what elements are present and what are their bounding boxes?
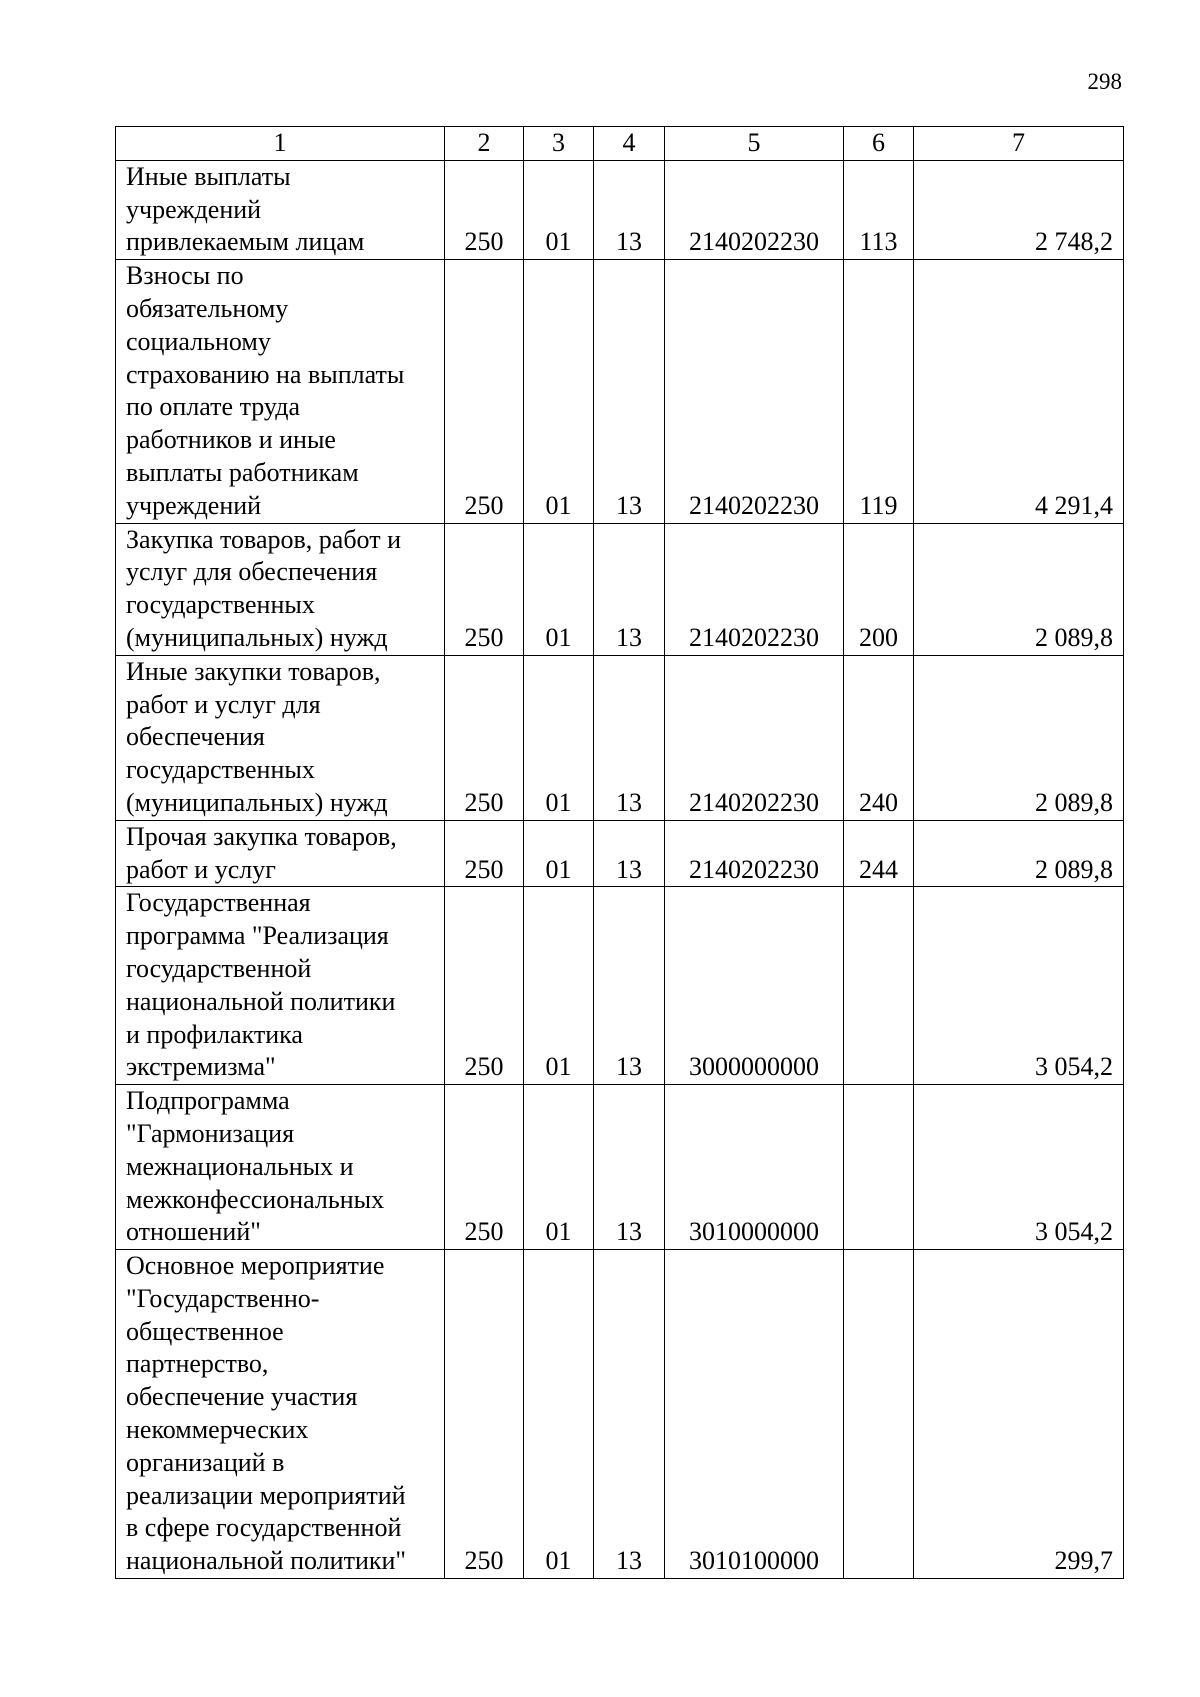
row-name-line: учреждений (126, 490, 262, 520)
row-name-line: в сфере государственной (126, 1513, 402, 1543)
section-code-cell: 01 (524, 523, 594, 655)
row-name-line: государственных (126, 590, 315, 620)
expense-type-cell: 113 (844, 160, 914, 259)
row-name-line: межнациональных и (126, 1151, 354, 1181)
column-header-2: 2 (445, 127, 524, 161)
admin-code-cell: 250 (445, 887, 524, 1085)
column-header-7: 7 (914, 127, 1124, 161)
expense-type-cell: 244 (844, 820, 914, 887)
table-row (116, 887, 1124, 1085)
amount-cell: 2 089,8 (914, 523, 1124, 655)
target-article-cell: 3000000000 (665, 887, 844, 1085)
row-name-line: (муниципальных) нужд (126, 622, 388, 652)
subsection-code-cell: 13 (594, 1250, 665, 1579)
section-code-cell: 01 (524, 655, 594, 820)
target-article-cell: 2140202230 (665, 160, 844, 259)
admin-code-cell: 250 (445, 1250, 524, 1579)
amount-cell: 299,7 (914, 1250, 1124, 1579)
page-number: 298 (1087, 69, 1122, 94)
section-code-cell: 01 (524, 1250, 594, 1579)
admin-code-cell: 250 (445, 160, 524, 259)
budget-table (115, 126, 1124, 1579)
column-header-4: 4 (594, 127, 665, 161)
amount-cell: 2 748,2 (914, 160, 1124, 259)
row-name-line: привлекаемым лицам (126, 227, 365, 257)
section-code-cell: 01 (524, 887, 594, 1085)
column-header-3: 3 (524, 127, 594, 161)
row-name-line: государственных (126, 755, 315, 785)
subsection-code-cell: 13 (594, 887, 665, 1085)
expense-type-cell: 240 (844, 655, 914, 820)
row-name-cell (116, 820, 445, 887)
row-name-line: услуг для обеспечения (126, 557, 378, 587)
admin-code-cell: 250 (445, 260, 524, 523)
row-name-line: национальной политики (126, 986, 396, 1016)
row-name-line: работ и услуг (126, 854, 276, 884)
row-name-cell (116, 655, 445, 820)
table-row (116, 523, 1124, 655)
subsection-code-cell: 13 (594, 523, 665, 655)
expense-type-cell (844, 1250, 914, 1579)
row-name-line: реализации мероприятий (126, 1480, 406, 1510)
expense-type-cell: 200 (844, 523, 914, 655)
row-name-line: организаций в (126, 1447, 285, 1477)
subsection-code-cell: 13 (594, 655, 665, 820)
row-name-line: отношений" (126, 1217, 261, 1247)
row-name-line: некоммерческих (126, 1415, 309, 1445)
admin-code-cell: 250 (445, 1085, 524, 1250)
row-name-cell (116, 887, 445, 1085)
row-name-cell (116, 1250, 445, 1579)
row-name-line: (муниципальных) нужд (126, 787, 388, 817)
section-code-cell: 01 (524, 1085, 594, 1250)
section-code-cell: 01 (524, 160, 594, 259)
row-name-line: страхованию на выплаты (126, 359, 405, 389)
row-name-line: обеспечение участия (126, 1382, 358, 1412)
amount-cell: 3 054,2 (914, 1085, 1124, 1250)
admin-code-cell: 250 (445, 655, 524, 820)
row-name-line: межконфессиональных (126, 1184, 385, 1214)
target-article-cell: 2140202230 (665, 260, 844, 523)
table-row (116, 1250, 1124, 1579)
row-name-line: и профилактика (126, 1019, 303, 1049)
target-article-cell: 2140202230 (665, 655, 844, 820)
admin-code-cell: 250 (445, 820, 524, 887)
section-code-cell: 01 (524, 260, 594, 523)
expense-type-cell (844, 887, 914, 1085)
row-name-line: Иные закупки товаров, (126, 656, 381, 686)
table-row (116, 160, 1124, 259)
subsection-code-cell: 13 (594, 260, 665, 523)
row-name-line: работников и иные (126, 425, 336, 455)
row-name-line: Взносы по (126, 261, 244, 291)
row-name-line: Иные выплаты (126, 161, 291, 191)
target-article-cell: 2140202230 (665, 523, 844, 655)
row-name-line: обеспечения (126, 722, 265, 752)
row-name-line: Подпрограмма (126, 1086, 290, 1116)
row-name-line: Прочая закупка товаров, (126, 821, 397, 851)
column-header-6: 6 (844, 127, 914, 161)
expense-type-cell: 119 (844, 260, 914, 523)
row-name-line: общественное (126, 1316, 284, 1346)
table-row (116, 820, 1124, 887)
column-header-1: 1 (116, 127, 445, 161)
expense-type-cell (844, 1085, 914, 1250)
row-name-line: по оплате труда (126, 392, 301, 422)
row-name-line: программа "Реализация (126, 921, 389, 951)
row-name-line: "Государственно- (126, 1283, 320, 1313)
row-name-line: обязательному (126, 293, 289, 323)
row-name-line: экстремизма" (126, 1052, 276, 1082)
column-header-5: 5 (665, 127, 844, 161)
row-name-line: партнерство, (126, 1349, 269, 1379)
row-name-cell (116, 1085, 445, 1250)
subsection-code-cell: 13 (594, 1085, 665, 1250)
row-name-line: Основное мероприятие (126, 1251, 385, 1281)
row-name-cell (116, 160, 445, 259)
table-row (116, 260, 1124, 523)
row-name-cell (116, 523, 445, 655)
target-article-cell: 3010100000 (665, 1250, 844, 1579)
target-article-cell: 2140202230 (665, 820, 844, 887)
amount-cell: 2 089,8 (914, 820, 1124, 887)
header-row (116, 127, 1124, 161)
subsection-code-cell: 13 (594, 160, 665, 259)
target-article-cell: 3010000000 (665, 1085, 844, 1250)
row-name-line: национальной политики" (126, 1546, 407, 1576)
admin-code-cell: 250 (445, 523, 524, 655)
row-name-line: "Гармонизация (126, 1118, 295, 1148)
row-name-line: Закупка товаров, работ и (126, 524, 401, 554)
row-name-line: выплаты работникам (126, 457, 359, 487)
table-body (116, 160, 1124, 1578)
row-name-line: государственной (126, 953, 312, 983)
amount-cell: 2 089,8 (914, 655, 1124, 820)
row-name-cell (116, 260, 445, 523)
subsection-code-cell: 13 (594, 820, 665, 887)
table-row (116, 1085, 1124, 1250)
amount-cell: 4 291,4 (914, 260, 1124, 523)
section-code-cell: 01 (524, 820, 594, 887)
table-row (116, 655, 1124, 820)
row-name-line: Государственная (126, 888, 311, 918)
row-name-line: социальному (126, 326, 271, 356)
amount-cell: 3 054,2 (914, 887, 1124, 1085)
row-name-line: работ и услуг для (126, 689, 321, 719)
row-name-line: учреждений (126, 194, 262, 224)
